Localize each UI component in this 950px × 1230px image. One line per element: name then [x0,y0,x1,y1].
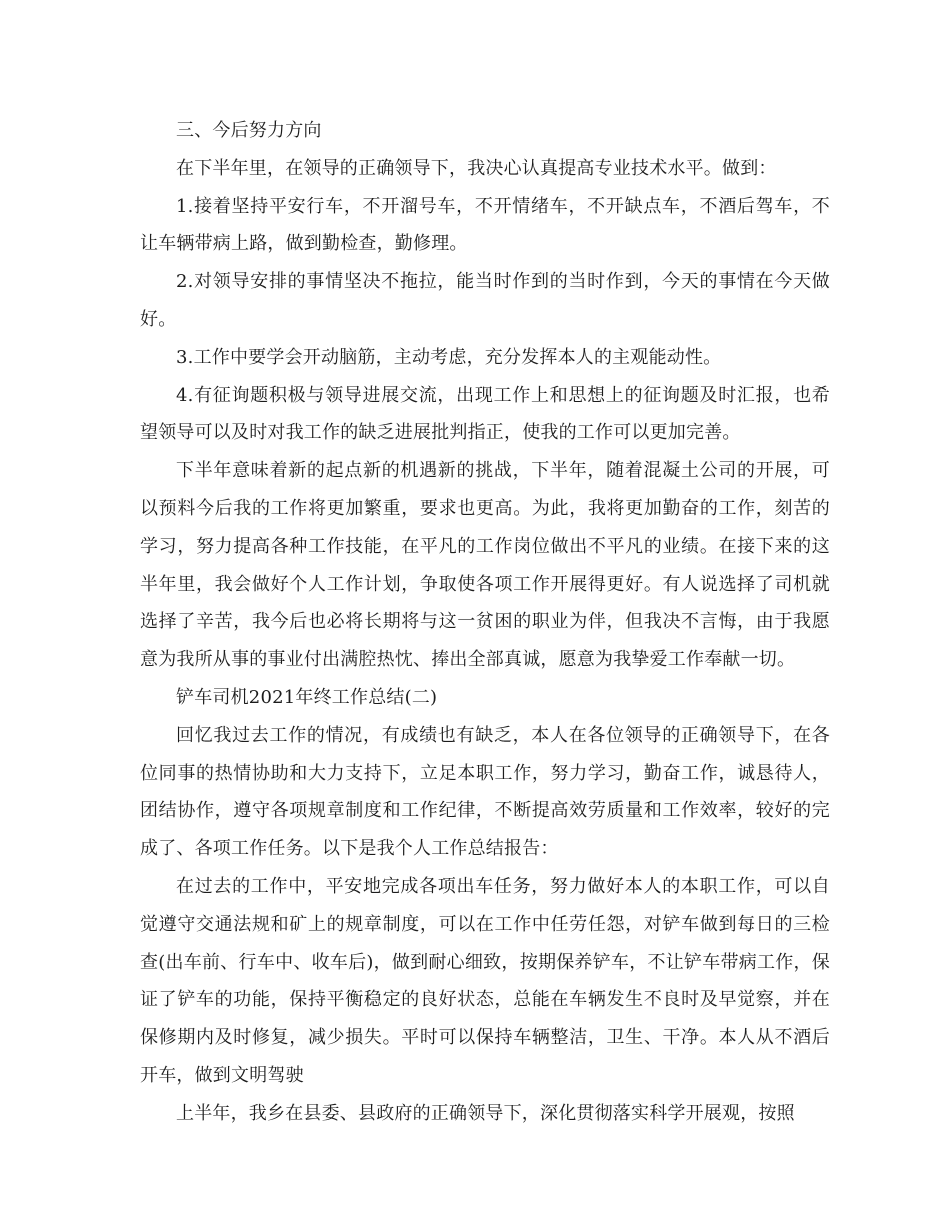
paragraph: 在下半年里，在领导的正确领导下，我决心认真提高专业技术水平。做到： [176,157,777,179]
list-item: 3.工作中要学会开动脑筋，主动考虑，充分发挥本人的主观能动性。 [176,346,722,368]
list-item: 4.有征询题积极与领导进展交流，出现工作上和思想上的征询题及时汇报，也希望领导可以及时对我工作的缺乏进展批判指正，使我的工作可以更加完善。 [140,384,830,444]
document-body [140,112,830,1133]
list-item: 1.接着坚持平安行车，不开溜号车，不开情绪车，不开缺点车，不酒后驾车，不让车辆带病上路，做到勤检查，勤修理。 [140,195,830,255]
list-item: 2.对领导安排的事情坚决不拖拉，能当时作到的当时作到，今天的事情在今天做好。 [140,271,830,330]
section-heading: 三、今后努力方向 [176,120,322,141]
paragraph: 在过去的工作中，平安地完成各项出车任务，努力做好本人的本职工作，可以自觉遵守交通法规和矿上的规章制度，可以在工作中任劳任怨，对铲车做到每日的三检查(出车前、行车中、收车后)，做到耐心细致，按期保养铲车，不让铲车带病工作，保证了铲车的功能，保持平衡稳定的良好状态，总能在车辆发生不良时及早觉察，并在保修期内及时修复，减少损失。平时可以保持车辆整洁，卫生、干净。本人从不酒后开车，做到文明驾驶 [140,875,830,1086]
paragraph: 上半年，我乡在县委、县政府的正确领导下，深化贯彻落实科学开展观，按照 [176,1102,795,1124]
paragraph: 下半年意味着新的起点新的机遇新的挑战，下半年，随着混凝土公司的开展，可以预料今后我的工作将更加繁重，要求也更高。为此，我将更加勤奋的工作，刻苦的学习，努力提高各种工作技能，在平凡的工作岗位做出不平凡的业绩。在接下来的这半年里，我会做好个人工作计划，争取使各项工作开展得更好。有人说选择了司机就选择了辛苦，我今后也必将长期将与这一贫困的职业为伴，但我决不言悔，由于我愿意为我所从事的事业付出满腔热忱、捧出全部真诚，愿意为我挚爱工作奉献一切。 [140,460,830,671]
paragraph: 回忆我过去工作的情况，有成绩也有缺乏，本人在各位领导的正确领导下，在各位同事的热情协助和大力支持下，立足本职工作，努力学习，勤奋工作，诚恳待人，团结协作，遵守各项规章制度和工作纪律，不断提高效劳质量和工作效率，较好的完成了、各项工作任务。以下是我个人工作总结报告： [140,724,830,860]
document-title: 铲车司机2021年终工作总结(二) [176,686,438,708]
